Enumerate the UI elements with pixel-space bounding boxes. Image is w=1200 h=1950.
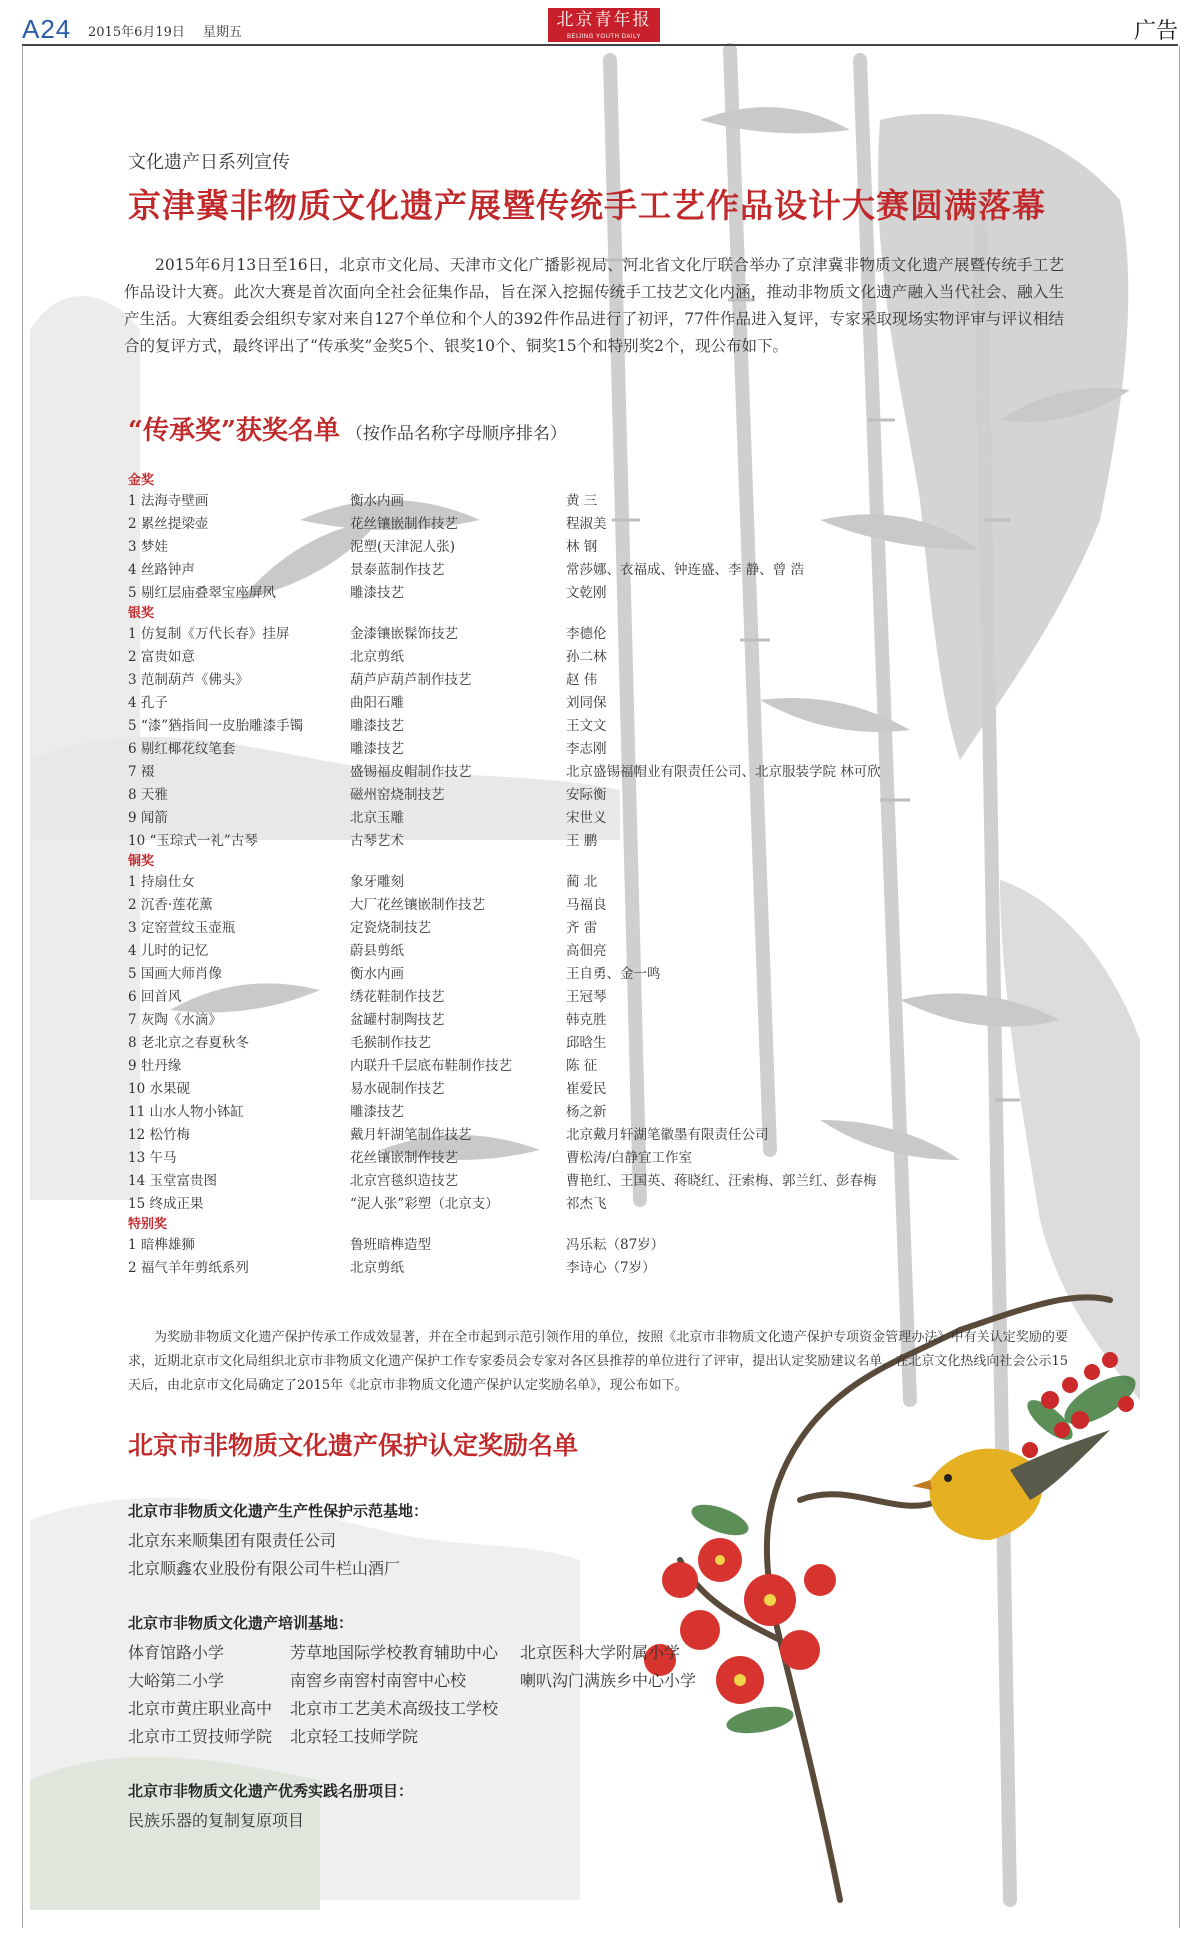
awards-heading bbox=[128, 410, 567, 447]
award-work: 6 剔红椰花纹笔套 bbox=[128, 741, 236, 757]
production-base-label: 北京市非物质文化遗产生产性保护示范基地： bbox=[128, 1502, 429, 1520]
award-work: 3 范制葫芦《佛头》 bbox=[128, 672, 249, 688]
award-work: 5 国画大师肖像 bbox=[128, 966, 222, 982]
award-winner: 陈 征 bbox=[566, 1058, 598, 1074]
award-winner: 王冠琴 bbox=[566, 989, 607, 1005]
award-craft: 内联升千层底布鞋制作技艺 bbox=[350, 1058, 512, 1074]
table-row bbox=[128, 536, 948, 559]
list-item: 体育馆路小学 bbox=[128, 1643, 225, 1662]
award-winner: 文乾刚 bbox=[566, 585, 607, 601]
award-craft: 定瓷烧制技艺 bbox=[350, 920, 431, 936]
award-craft: 景泰蓝制作技艺 bbox=[350, 562, 445, 578]
award-winner: 齐 雷 bbox=[566, 920, 598, 936]
table-row bbox=[128, 646, 948, 669]
logo-english: BEIJING YOUTH DAILY bbox=[567, 34, 641, 40]
list-item: 大峪第二小学 bbox=[128, 1671, 225, 1690]
award-craft: 易水砚制作技艺 bbox=[350, 1081, 445, 1097]
table-row bbox=[128, 807, 948, 830]
award-winner: 曹松涛/白静宜工作室 bbox=[566, 1150, 693, 1166]
table-row bbox=[128, 1009, 948, 1032]
award-winner: 孙二林 bbox=[566, 649, 607, 665]
table-row bbox=[128, 830, 948, 853]
list-item: 南窖乡南窖村南窖中心校 bbox=[290, 1671, 467, 1690]
table-row bbox=[128, 715, 948, 738]
award-winner: 曹艳红、王国英、蒋晓红、汪索梅、郭兰红、彭春梅 bbox=[566, 1173, 877, 1189]
page-number: A24 bbox=[22, 14, 72, 44]
table-row bbox=[128, 738, 948, 761]
table-row bbox=[128, 761, 948, 784]
award-winner: 王文文 bbox=[566, 718, 607, 734]
award-craft: 北京玉雕 bbox=[350, 810, 404, 826]
table-row bbox=[128, 940, 948, 963]
award-craft: 金漆镶嵌髹饰技艺 bbox=[350, 626, 458, 642]
award-work: 2 福气羊年剪纸系列 bbox=[128, 1260, 249, 1276]
award-work: 2 沉香·莲花薰 bbox=[128, 897, 213, 913]
award-work: 9 牡丹缘 bbox=[128, 1058, 182, 1074]
award-craft: 衡水内画 bbox=[350, 966, 404, 982]
list-item: 喇叭沟门满族乡中心小学 bbox=[520, 1671, 697, 1690]
table-row bbox=[128, 917, 948, 940]
award-winner: 冯乐耘（87岁） bbox=[566, 1237, 665, 1253]
award-work: 4 儿时的记忆 bbox=[128, 943, 209, 959]
award-craft: 蔚县剪纸 bbox=[350, 943, 404, 959]
award-craft: 盆罐村制陶技艺 bbox=[350, 1012, 445, 1028]
award-craft: “泥人张”彩塑（北京支） bbox=[350, 1196, 499, 1212]
table-row bbox=[128, 692, 948, 715]
award-work: 4 孔子 bbox=[128, 695, 168, 711]
award-category-label: 特别奖 bbox=[128, 1217, 168, 1232]
recognition-title: 北京市非物质文化遗产保护认定奖励名单 bbox=[128, 1431, 579, 1460]
award-winner: 邱晗生 bbox=[566, 1035, 607, 1051]
award-work: 10 水果砚 bbox=[128, 1081, 190, 1097]
award-craft: 绣花鞋制作技艺 bbox=[350, 989, 445, 1005]
table-row bbox=[128, 1124, 948, 1147]
table-row bbox=[128, 1055, 948, 1078]
award-craft: 北京剪纸 bbox=[350, 1260, 404, 1276]
table-row bbox=[128, 490, 948, 513]
table-row bbox=[128, 1101, 948, 1124]
award-work: 8 天雅 bbox=[128, 787, 168, 803]
award-work: 4 丝路钟声 bbox=[128, 562, 195, 578]
award-craft: 花丝镶嵌制作技艺 bbox=[350, 516, 458, 532]
award-craft: 北京宫毯织造技艺 bbox=[350, 1173, 458, 1189]
award-work: 2 富贵如意 bbox=[128, 649, 195, 665]
award-winner: 黄 三 bbox=[566, 493, 598, 509]
award-craft: 雕漆技艺 bbox=[350, 741, 404, 757]
award-work: 15 终成正果 bbox=[128, 1196, 204, 1212]
award-work: 5 “漆”猶指间一皮胎雕漆手镯 bbox=[128, 718, 304, 734]
recognition-note: 为奖励非物质文化遗产保护传承工作成效显著，并在全市起到示范引领作用的单位，按照《北京市非物质文化遗产保护专项资金管理办法》中有关认定奖励的要求，近期北京市文化局组织北京市非物质文化遗产保护工作专家委员会专家对各区县推荐的单位进行了评审，提出认定奖励建议名单，在北京文化热线向社会公示15天后，由北京市文化局确定了2015年《北京市非物质文化遗产保护认定奖励名单》，现公布如下。 bbox=[128, 1330, 1068, 1393]
award-category-label: 铜奖 bbox=[128, 854, 155, 869]
award-work: 3 梦娃 bbox=[128, 539, 168, 555]
award-work: 14 玉堂富贵图 bbox=[128, 1173, 217, 1189]
award-winner: 林 钢 bbox=[566, 539, 598, 555]
award-winner: 李志刚 bbox=[566, 741, 607, 757]
award-work: 7 灰陶《水滴》 bbox=[128, 1012, 222, 1028]
award-winner: 蔺 北 bbox=[566, 874, 598, 890]
table-row bbox=[128, 963, 948, 986]
logo-text: 北京青年报 bbox=[556, 10, 652, 30]
award-work: 1 仿复制《万代长春》挂屏 bbox=[128, 626, 290, 642]
award-winner: 王自勇、金一鸣 bbox=[566, 966, 661, 982]
award-winner: 北京盛锡福帽业有限责任公司、北京服装学院 林可欣 bbox=[566, 764, 881, 780]
table-row bbox=[128, 871, 948, 894]
award-craft: 磁州窑烧制技艺 bbox=[350, 787, 445, 803]
award-winner: 程淑美 bbox=[566, 516, 607, 532]
weekday: 星期五 bbox=[202, 25, 242, 40]
award-work: 1 法海寺壁画 bbox=[128, 493, 209, 509]
award-craft: 花丝镶嵌制作技艺 bbox=[350, 1150, 458, 1166]
award-work: 1 暗榫雄狮 bbox=[128, 1237, 195, 1253]
list-item: 北京市工贸技师学院 bbox=[128, 1727, 273, 1746]
award-craft: 衡水内画 bbox=[350, 493, 404, 509]
award-work: 9 闻箭 bbox=[128, 810, 168, 826]
table-row bbox=[128, 894, 948, 917]
section-label: 广告 bbox=[1133, 19, 1178, 44]
award-winner: 宋世义 bbox=[566, 810, 607, 826]
award-winner: 李德伦 bbox=[566, 626, 607, 642]
list-item: 北京市工艺美术高级技工学校 bbox=[290, 1699, 499, 1718]
award-craft: 象牙雕刻 bbox=[350, 874, 404, 890]
award-work: 11 山水人物小钵缸 bbox=[128, 1104, 244, 1120]
award-craft: 古琴艺术 bbox=[350, 833, 404, 849]
award-winner: 崔爱民 bbox=[566, 1081, 607, 1097]
award-winner: 刘同保 bbox=[566, 695, 607, 711]
article-title: 京津冀非物质文化遗产展暨传统手工艺作品设计大赛圆满落幕 bbox=[128, 186, 1046, 225]
award-work: 13 午马 bbox=[128, 1150, 177, 1166]
award-work: 7 裰 bbox=[128, 764, 155, 780]
award-winner: 韩克胜 bbox=[566, 1012, 607, 1028]
table-row bbox=[128, 559, 948, 582]
table-row bbox=[128, 1147, 948, 1170]
award-winner: 赵 伟 bbox=[566, 672, 598, 688]
award-category-label: 金奖 bbox=[128, 473, 155, 488]
award-craft: 盛锡福皮帽制作技艺 bbox=[350, 764, 472, 780]
table-row bbox=[128, 1032, 948, 1055]
list-item: 北京东来顺集团有限责任公司 bbox=[128, 1531, 337, 1550]
table-row bbox=[128, 1234, 948, 1257]
list-item: 芳草地国际学校教育辅助中心 bbox=[290, 1643, 499, 1662]
table-row bbox=[128, 1078, 948, 1101]
table-row bbox=[128, 669, 948, 692]
award-winner: 马福良 bbox=[566, 897, 607, 913]
article-kicker: 文化遗产日系列宣传 bbox=[128, 152, 290, 173]
list-item: 北京医科大学附属小学 bbox=[520, 1643, 681, 1662]
table-row bbox=[128, 513, 948, 536]
training-base-label: 北京市非物质文化遗产培训基地： bbox=[128, 1614, 354, 1632]
award-work: 8 老北京之春夏秋冬 bbox=[128, 1035, 249, 1051]
table-row bbox=[128, 1257, 948, 1280]
award-work: 2 累丝提梁壶 bbox=[128, 516, 209, 532]
table-row bbox=[128, 582, 948, 605]
table-row bbox=[128, 784, 948, 807]
award-work: 5 剔红层庙叠翠宝座屏风 bbox=[128, 585, 276, 601]
award-winner: 高佃亮 bbox=[566, 943, 607, 959]
award-winner: 杨之新 bbox=[566, 1104, 607, 1120]
award-craft: 雕漆技艺 bbox=[350, 718, 404, 734]
award-craft: 毛猴制作技艺 bbox=[350, 1035, 431, 1051]
award-winner: 安际衡 bbox=[566, 787, 607, 803]
award-work: 1 持扇仕女 bbox=[128, 874, 195, 890]
newspaper-logo bbox=[548, 8, 660, 42]
date: 2015年6月19日 bbox=[88, 25, 185, 40]
award-craft: 曲阳石雕 bbox=[350, 695, 404, 711]
award-craft: 雕漆技艺 bbox=[350, 585, 404, 601]
list-item: 民族乐器的复制复原项目 bbox=[128, 1811, 305, 1830]
list-item: 北京市黄庄职业高中 bbox=[128, 1699, 273, 1718]
award-craft: 北京剪纸 bbox=[350, 649, 404, 665]
award-work: 10 “玉琮式一礼”古琴 bbox=[128, 833, 258, 849]
list-item: 北京轻工技师学院 bbox=[290, 1727, 419, 1746]
award-winner: 祁杰飞 bbox=[566, 1196, 607, 1212]
award-winner: 王 鹏 bbox=[566, 833, 598, 849]
table-row bbox=[128, 1170, 948, 1193]
issue-date bbox=[88, 21, 260, 40]
table-row bbox=[128, 623, 948, 646]
page-header bbox=[0, 0, 1200, 48]
award-winner: 李诗心（7岁） bbox=[566, 1260, 656, 1276]
table-row bbox=[128, 1193, 948, 1216]
list-item: 北京顺鑫农业股份有限公司牛栏山酒厂 bbox=[128, 1559, 401, 1578]
awards-title: “传承奖”获奖名单 bbox=[128, 416, 340, 446]
award-category-label: 银奖 bbox=[128, 606, 155, 621]
award-craft: 大厂花丝镶嵌制作技艺 bbox=[350, 897, 485, 913]
award-craft: 戴月轩湖笔制作技艺 bbox=[350, 1127, 472, 1143]
award-craft: 雕漆技艺 bbox=[350, 1104, 404, 1120]
award-work: 3 定窑萱纹玉壶瓶 bbox=[128, 920, 236, 936]
award-craft: 泥塑(天津泥人张) bbox=[350, 539, 456, 555]
award-craft: 鲁班暗榫造型 bbox=[350, 1237, 431, 1253]
award-work: 12 松竹梅 bbox=[128, 1127, 190, 1143]
article-intro: 2015年6月13日至16日，北京市文化局、天津市文化广播影视局、河北省文化厅联合举办了京津冀非物质文化遗产展暨传统手工艺作品设计大赛。此次大赛是首次面向全社会征集作品，旨在深入挖掘传统手工技艺文化内涵，推动非物质文化遗产融入当代社会、融入生产生活。大赛组委会组织专家对来自127个单位和个人的392件作品进行了初评，77件作品进入复评，专家采取现场实物评审与评议相结合的复评方式，最终评出了“传承奖”金奖5个、银奖10个、铜奖15个和特别奖2个，现公布如下。 bbox=[124, 256, 1064, 355]
award-work: 6 回首风 bbox=[128, 989, 182, 1005]
award-winner: 北京戴月轩湖笔徽墨有限责任公司 bbox=[566, 1127, 769, 1143]
awards-list bbox=[128, 472, 948, 1280]
practice-label: 北京市非物质文化遗产优秀实践名册项目： bbox=[128, 1782, 414, 1800]
awards-subtitle: （按作品名称字母顺序排名） bbox=[345, 424, 567, 444]
award-winner: 常莎娜、衣福成、钟连盛、李 静、曾 浩 bbox=[566, 562, 805, 578]
table-row bbox=[128, 986, 948, 1009]
award-craft: 葫芦庐葫芦制作技艺 bbox=[350, 672, 472, 688]
